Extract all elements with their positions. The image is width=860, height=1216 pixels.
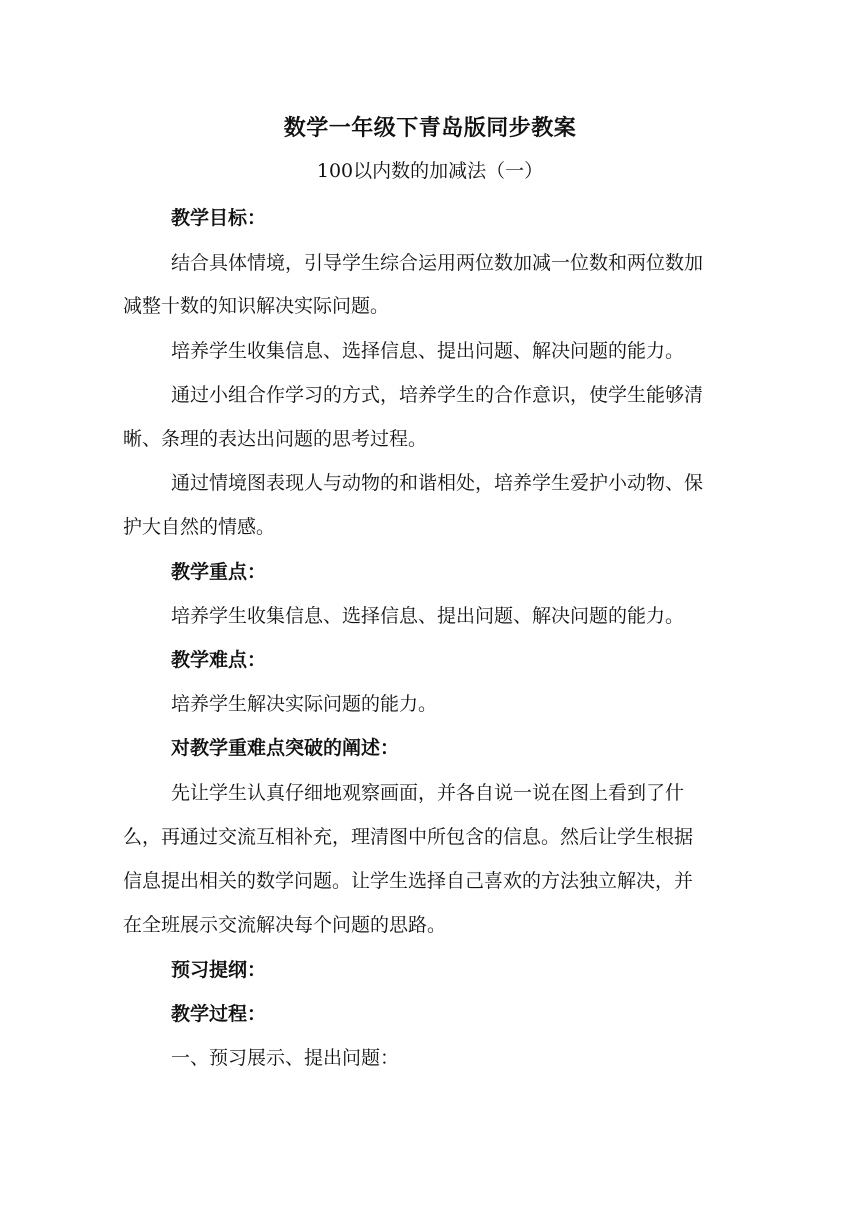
paragraph-line: 减整十数的知识解决实际问题。 (123, 295, 390, 317)
paragraph-line: 通过小组合作学习的方式，培养学生的合作意识，使学生能够清 (171, 384, 704, 406)
paragraph-line: 护大自然的情感。 (123, 516, 276, 538)
paragraph-line: 培养学生收集信息、选择信息、提出问题、解决问题的能力。 (171, 605, 685, 627)
paragraph-line: 结合具体情境，引导学生综合运用两位数加减一位数和两位数加 (171, 252, 704, 274)
heading-preview-outline: 预习提纲： (171, 959, 267, 981)
paragraph-line: 晰、条理的表达出问题的思考过程。 (123, 428, 428, 450)
heading-key-points-explanation: 对教学重难点突破的阐述： (171, 737, 400, 759)
heading-teaching-difficulty: 教学难点： (171, 649, 267, 671)
document-subtitle: 100以内数的加减法（一） (316, 160, 544, 182)
heading-teaching-focus: 教学重点： (171, 561, 267, 583)
heading-teaching-goals: 教学目标： (171, 207, 267, 229)
paragraph-line: 培养学生解决实际问题的能力。 (171, 693, 438, 715)
paragraph-line: 么，再通过交流互相补充，理清图中所包含的信息。然后让学生根据 (123, 826, 694, 848)
paragraph-line: 在全班展示交流解决每个问题的思路。 (123, 914, 447, 936)
paragraph-line: 通过情境图表现人与动物的和谐相处，培养学生爱护小动物、保 (171, 472, 704, 494)
document-title: 数学一年级下青岛版同步教案 (283, 115, 577, 141)
paragraph-line: 培养学生收集信息、选择信息、提出问题、解决问题的能力。 (171, 340, 685, 362)
paragraph-line: 信息提出相关的数学问题。让学生选择自己喜欢的方法独立解决，并 (123, 870, 694, 892)
paragraph-line: 先让学生认真仔细地观察画面，并各自说一说在图上看到了什 (171, 782, 685, 804)
section-heading-preview-display: 一、预习展示、提出问题： (171, 1047, 400, 1069)
heading-teaching-process: 教学过程： (171, 1003, 267, 1025)
